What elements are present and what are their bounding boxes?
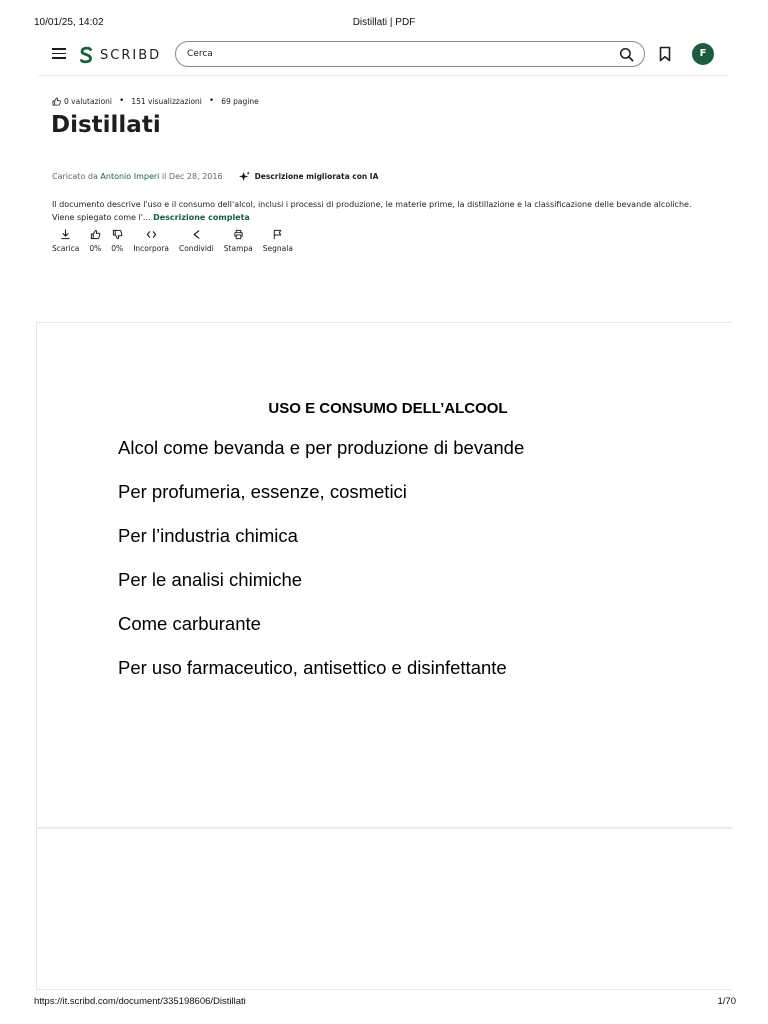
author-link[interactable]: Antonio Imperi [100, 172, 160, 181]
search-icon[interactable] [619, 47, 634, 62]
document-description [52, 198, 702, 224]
list-item: Per le analisi chimiche [118, 569, 303, 590]
top-navigation-bar [38, 40, 728, 76]
list-item: Come carburante [118, 613, 261, 634]
print-icon [233, 229, 244, 240]
dislike-button[interactable] [111, 229, 123, 253]
embed-label: Incorpora [133, 244, 169, 253]
print-button[interactable] [224, 229, 253, 253]
ai-badge-label: Descrizione migliorata con IA [254, 172, 379, 181]
report-label: Segnala [262, 244, 293, 253]
uploader-info [52, 171, 378, 182]
page-content-list [118, 437, 524, 701]
share-icon [191, 229, 202, 240]
thumbs-up-icon [52, 97, 61, 106]
scribd-logo[interactable] [78, 43, 161, 67]
search-bar [175, 41, 645, 67]
ratings-count: 0 valutazioni [64, 96, 113, 106]
separator-dot: • [119, 96, 125, 106]
download-icon [60, 229, 71, 240]
print-header [0, 0, 768, 40]
upload-date: il Dec 28, 2016 [161, 172, 223, 181]
list-item: Per uso farmaceutico, antisettico e disinfettante [118, 657, 507, 678]
uploaded-prefix: Caricato da [52, 172, 98, 181]
document-actions [52, 229, 303, 253]
views-count: 151 visualizzazioni [131, 96, 202, 106]
bookmark-icon[interactable] [658, 46, 672, 62]
thumbs-up-icon [90, 229, 101, 240]
like-percentage: 0% [89, 244, 102, 253]
print-url: https://it.scribd.com/document/335198606/Distillati [34, 996, 246, 1007]
document-meta [52, 96, 259, 106]
print-page-title: Distillati | PDF [352, 17, 416, 28]
embed-button[interactable] [133, 229, 169, 253]
share-button[interactable] [179, 229, 214, 253]
logo-text: SCRIBD [100, 47, 162, 63]
search-input[interactable] [187, 47, 607, 61]
dislike-percentage: 0% [111, 244, 124, 253]
embed-icon [146, 229, 157, 240]
print-footer [0, 993, 768, 1013]
document-page-1 [36, 322, 732, 828]
download-label: Scarica [52, 244, 80, 253]
page-heading: USO E CONSUMO DELL’ALCOOL [268, 400, 508, 417]
print-datetime: 10/01/25, 14:02 [34, 17, 104, 28]
download-button[interactable] [52, 229, 79, 253]
list-item: Per l’industria chimica [118, 525, 298, 546]
pages-count: 69 pagine [221, 96, 259, 106]
report-button[interactable] [263, 229, 293, 253]
document-page-2 [36, 828, 732, 990]
full-description-link[interactable]: Descrizione completa [153, 213, 250, 222]
print-page-number: 1/70 [717, 996, 736, 1007]
ai-description-badge [239, 171, 379, 182]
list-item: Per profumeria, essenze, cosmetici [118, 481, 407, 502]
like-button[interactable] [89, 229, 101, 253]
document-title: Distillati [51, 112, 161, 138]
print-label: Stampa [223, 244, 253, 253]
thumbs-down-icon [112, 229, 123, 240]
sparkle-icon [239, 171, 250, 182]
user-avatar[interactable]: F [692, 43, 714, 65]
separator-dot: • [208, 96, 215, 106]
flag-icon [272, 229, 283, 240]
share-label: Condividi [178, 244, 214, 253]
description-text: Il documento descrive l'uso e il consumo dell'alcol, inclusi i processi di produzione, le materie prime, la distillazione e la classificazione delle bevande alcoliche. Viene spiegato come l'... [52, 200, 692, 222]
menu-icon[interactable] [52, 48, 66, 60]
list-item: Alcol come bevanda e per produzione di bevande [118, 437, 525, 458]
scribd-logo-icon [78, 45, 94, 65]
